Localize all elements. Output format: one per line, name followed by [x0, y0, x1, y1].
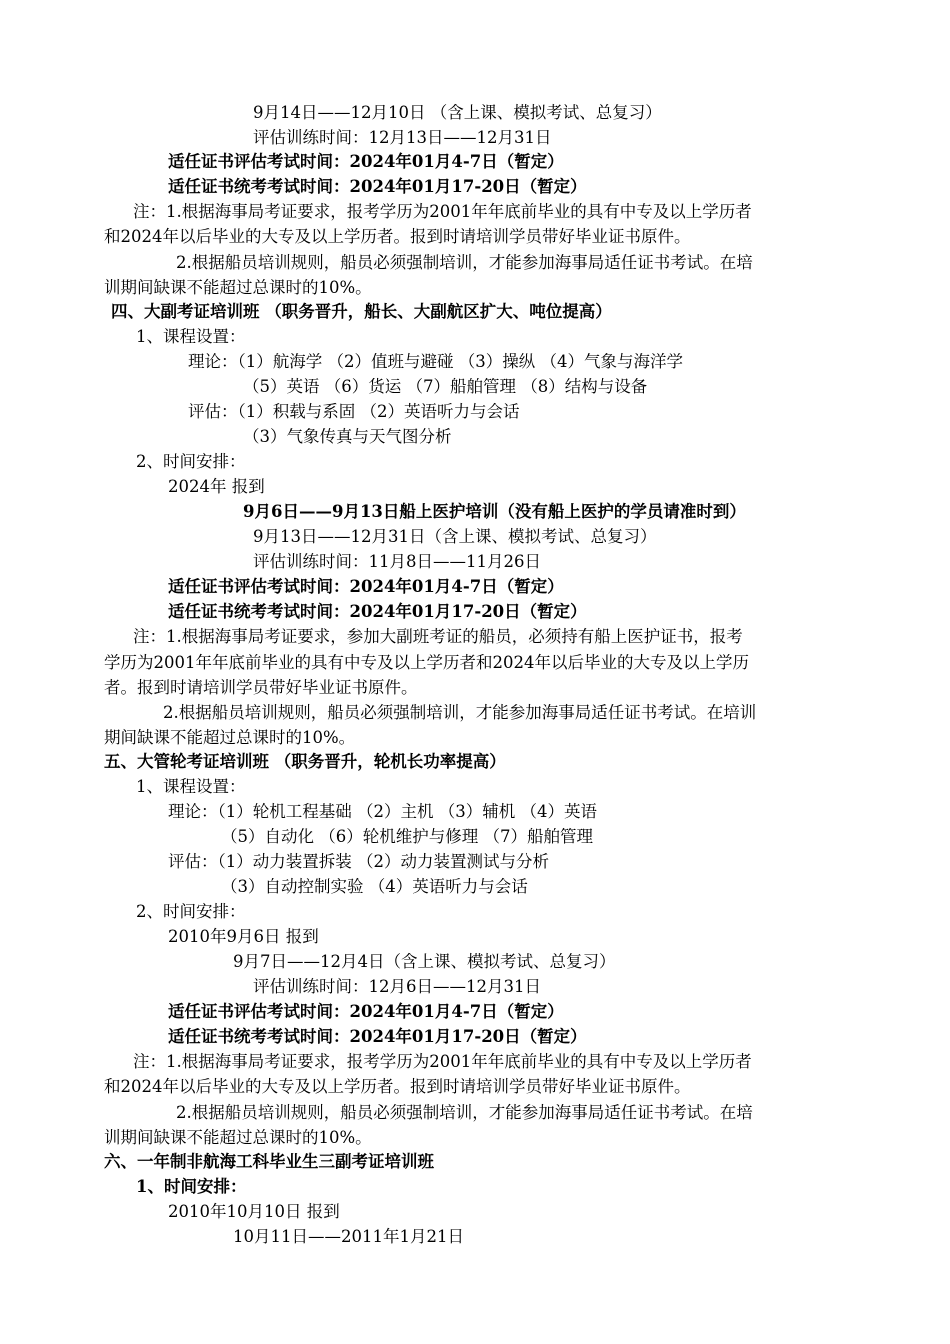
exam-date-line: 适任证书评估考试时间：2024年01月4-7日（暂定）: [168, 152, 564, 171]
note-line: 和2024年以后毕业的大专及以上学历者。报到时请培训学员带好毕业证书原件。: [104, 1077, 691, 1096]
subsection-heading: 1、时间安排：: [136, 1177, 247, 1196]
subsection-heading: 1、课程设置：: [136, 327, 246, 346]
note-line: 训期间缺课不能超过总课时的10%。: [104, 1128, 372, 1147]
subsection-heading: 2、时间安排：: [136, 902, 246, 921]
course-line: （5）自动化 （6）轮机维护与修理 （7）船舶管理: [221, 827, 593, 846]
note-line: 学历为2001年年底前毕业的具有中专及以上学历者和2024年以后毕业的大专及以上学历: [104, 653, 749, 672]
section-heading: 六、一年制非航海工科毕业生三副考证培训班: [104, 1152, 434, 1171]
schedule-line: 2024年 报到: [168, 477, 265, 496]
schedule-line: 9月6日——9月13日船上医护培训（没有船上医护的学员请准时到）: [243, 502, 746, 521]
course-line: （5）英语 （6）货运 （7）船舶管理 （8）结构与设备: [243, 377, 648, 396]
schedule-line: 10月11日——2011年1月21日: [233, 1227, 464, 1246]
note-line: 2.根据船员培训规则，船员必须强制培训，才能参加海事局适任证书考试。在培训: [163, 703, 757, 722]
section-heading: 四、大副考证培训班 （职务晋升，船长、大副航区扩大、吨位提高）: [111, 302, 612, 321]
note-line: 2.根据船员培训规则，船员必须强制培训，才能参加海事局适任证书考试。在培: [176, 253, 753, 272]
note-line: 注：1.根据海事局考证要求，报考学历为2001年年底前毕业的具有中专及以上学历者: [133, 1052, 752, 1071]
course-line: 评估：（1）动力装置拆装 （2）动力装置测试与分析: [168, 852, 549, 871]
schedule-line: 9月7日——12月4日（含上课、模拟考试、总复习）: [233, 952, 616, 971]
exam-date-line: 适任证书统考考试时间：2024年01月17-20日（暂定）: [168, 1027, 587, 1046]
note-line: 者。报到时请培训学员带好毕业证书原件。: [104, 678, 418, 697]
course-line: （3）气象传真与天气图分析: [243, 427, 452, 446]
note-line: 和2024年以后毕业的大专及以上学历者。报到时请培训学员带好毕业证书原件。: [104, 227, 691, 246]
subsection-heading: 2、时间安排：: [136, 452, 246, 471]
exam-date-line: 适任证书统考考试时间：2024年01月17-20日（暂定）: [168, 602, 587, 621]
exam-date-line: 适任证书评估考试时间：2024年01月4-7日（暂定）: [168, 1002, 564, 1021]
course-line: 理论：（1）轮机工程基础 （2）主机 （3）辅机 （4）英语: [168, 802, 597, 821]
course-line: （3）自动控制实验 （4）英语听力与会话: [221, 877, 528, 896]
note-line: 2.根据船员培训规则，船员必须强制培训，才能参加海事局适任证书考试。在培: [176, 1103, 753, 1122]
note-line: 期间缺课不能超过总课时的10%。: [104, 728, 356, 747]
schedule-line: 评估训练时间：11月8日——11月26日: [253, 552, 541, 571]
subsection-heading: 1、课程设置：: [136, 777, 246, 796]
schedule-line: 评估训练时间：12月13日——12月31日: [253, 128, 552, 147]
schedule-line: 2010年10月10日 报到: [168, 1202, 340, 1221]
section-heading: 五、大管轮考证培训班 （职务晋升，轮机长功率提高）: [104, 752, 506, 771]
note-line: 注：1.根据海事局考证要求，报考学历为2001年年底前毕业的具有中专及以上学历者: [133, 202, 752, 221]
schedule-line: 2010年9月6日 报到: [168, 927, 319, 946]
note-line: 训期间缺课不能超过总课时的10%。: [104, 278, 372, 297]
exam-date-line: 适任证书评估考试时间：2024年01月4-7日（暂定）: [168, 577, 564, 596]
schedule-line: 9月14日——12月10日 （含上课、模拟考试、总复习）: [253, 103, 662, 122]
schedule-line: 评估训练时间：12月6日——12月31日: [253, 977, 541, 996]
schedule-line: 9月13日——12月31日（含上课、模拟考试、总复习）: [253, 527, 657, 546]
exam-date-line: 适任证书统考考试时间：2024年01月17-20日（暂定）: [168, 177, 587, 196]
course-line: 评估：（1）积载与系固 （2）英语听力与会话: [188, 402, 520, 421]
course-line: 理论：（1）航海学 （2）值班与避碰 （3）操纵 （4）气象与海洋学: [188, 352, 683, 371]
note-line: 注：1.根据海事局考证要求，参加大副班考证的船员，必须持有船上医护证书，报考: [133, 627, 743, 646]
